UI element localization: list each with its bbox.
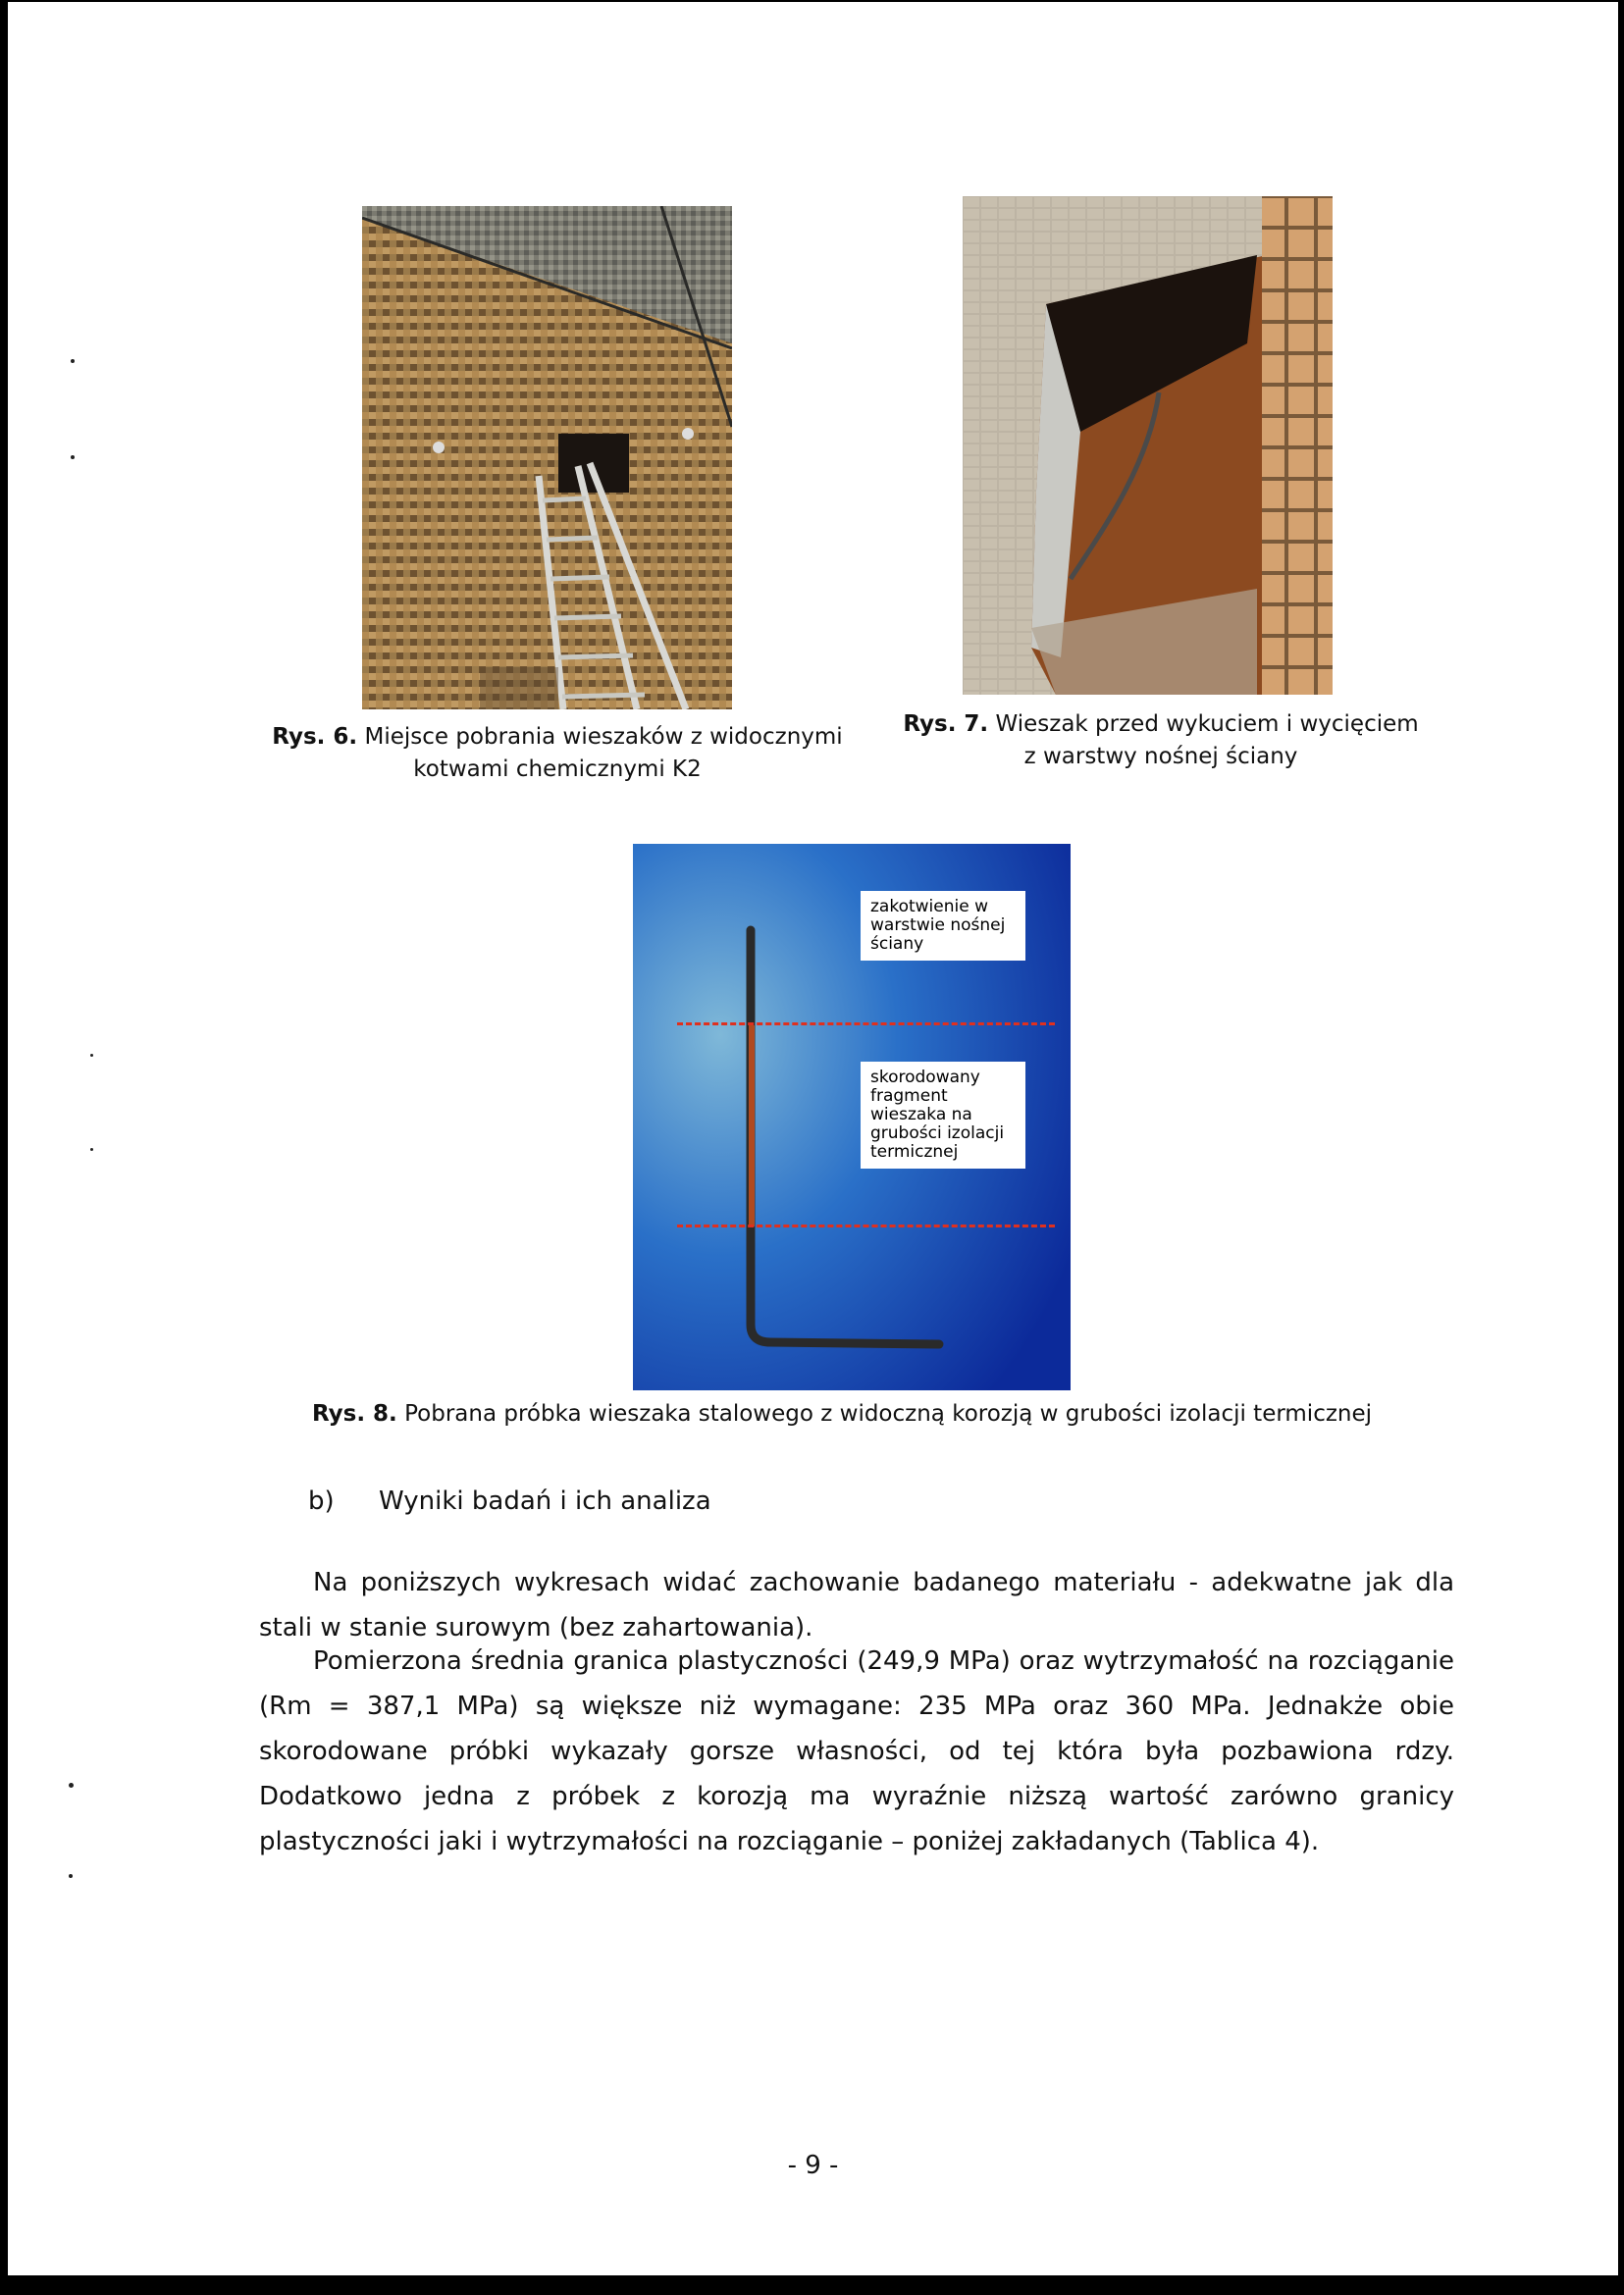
figure-7-number: Rys. 7. — [903, 711, 989, 737]
figure-7-caption — [881, 708, 1441, 773]
scan-speck — [90, 1148, 93, 1151]
scan-speck — [69, 1874, 73, 1878]
figure-6-number: Rys. 6. — [272, 724, 358, 750]
section-heading — [308, 1487, 711, 1516]
scan-speck — [71, 359, 75, 363]
scan-speck — [69, 1783, 74, 1788]
figure-7-caption-line1: Wieszak przed wykuciem i wycięciem — [995, 711, 1419, 737]
facade-ladder-image — [362, 206, 732, 709]
scan-speck — [71, 455, 75, 459]
label-corroded-fragment: skorodowany fragment wieszaka na grubości izolacji termicznej — [861, 1062, 1025, 1169]
figure-7-photo — [963, 196, 1333, 695]
boundary-line-upper — [677, 1022, 1055, 1025]
figure-8-number: Rys. 8. — [311, 1401, 397, 1427]
figure-6-caption — [268, 721, 847, 786]
figure-6-caption-line1: Miejsce pobrania wieszaków z widocznymi — [364, 724, 843, 750]
figure-8-photo — [633, 844, 1071, 1390]
document-page — [8, 2, 1618, 2275]
figure-6-photo — [362, 206, 732, 709]
figure-8-caption — [204, 1398, 1480, 1431]
figure-6-caption-line2: kotwami chemicznymi K2 — [413, 756, 702, 782]
figure-7-caption-line2: z warstwy nośnej ściany — [1023, 744, 1298, 769]
scan-speck — [90, 1054, 93, 1057]
boundary-line-lower — [677, 1225, 1055, 1227]
wall-hanger-image — [963, 196, 1333, 695]
section-title: Wyniki badań i ich analiza — [379, 1487, 711, 1516]
paragraph-2: Pomierzona średnia granica plastyczności (249,9 MPa) oraz wytrzymałość na rozciąganie (Rm = 387,1 MPa) są większe niż wymagane: 235 MPa oraz 360 MPa. Jednakże obie skorodowane próbki wykazały gorsze własności, od tej która była pozbawiona rdzy. Dodatkowo jedna z próbek z korozją ma wyraźnie niższą wartość zarówno granicy plastyczności jaki i wytrzymałości na rozciąganie – poniżej zakładanych (Tablica 4). — [259, 1646, 1454, 1856]
page-number: - 9 - — [787, 2151, 839, 2180]
section-number: b) — [308, 1487, 335, 1516]
figure-8-caption-text: Pobrana próbka wieszaka stalowego z widoczną korozją w grubości izolacji termicznej — [404, 1401, 1373, 1427]
label-anchorage: zakotwienie w warstwie nośnej ściany — [861, 891, 1025, 961]
paragraph-1: Na poniższych wykresach widać zachowanie badanego materiału - adekwatne jak dla stali w stanie surowym (bez zahartowania). — [259, 1568, 1454, 1643]
